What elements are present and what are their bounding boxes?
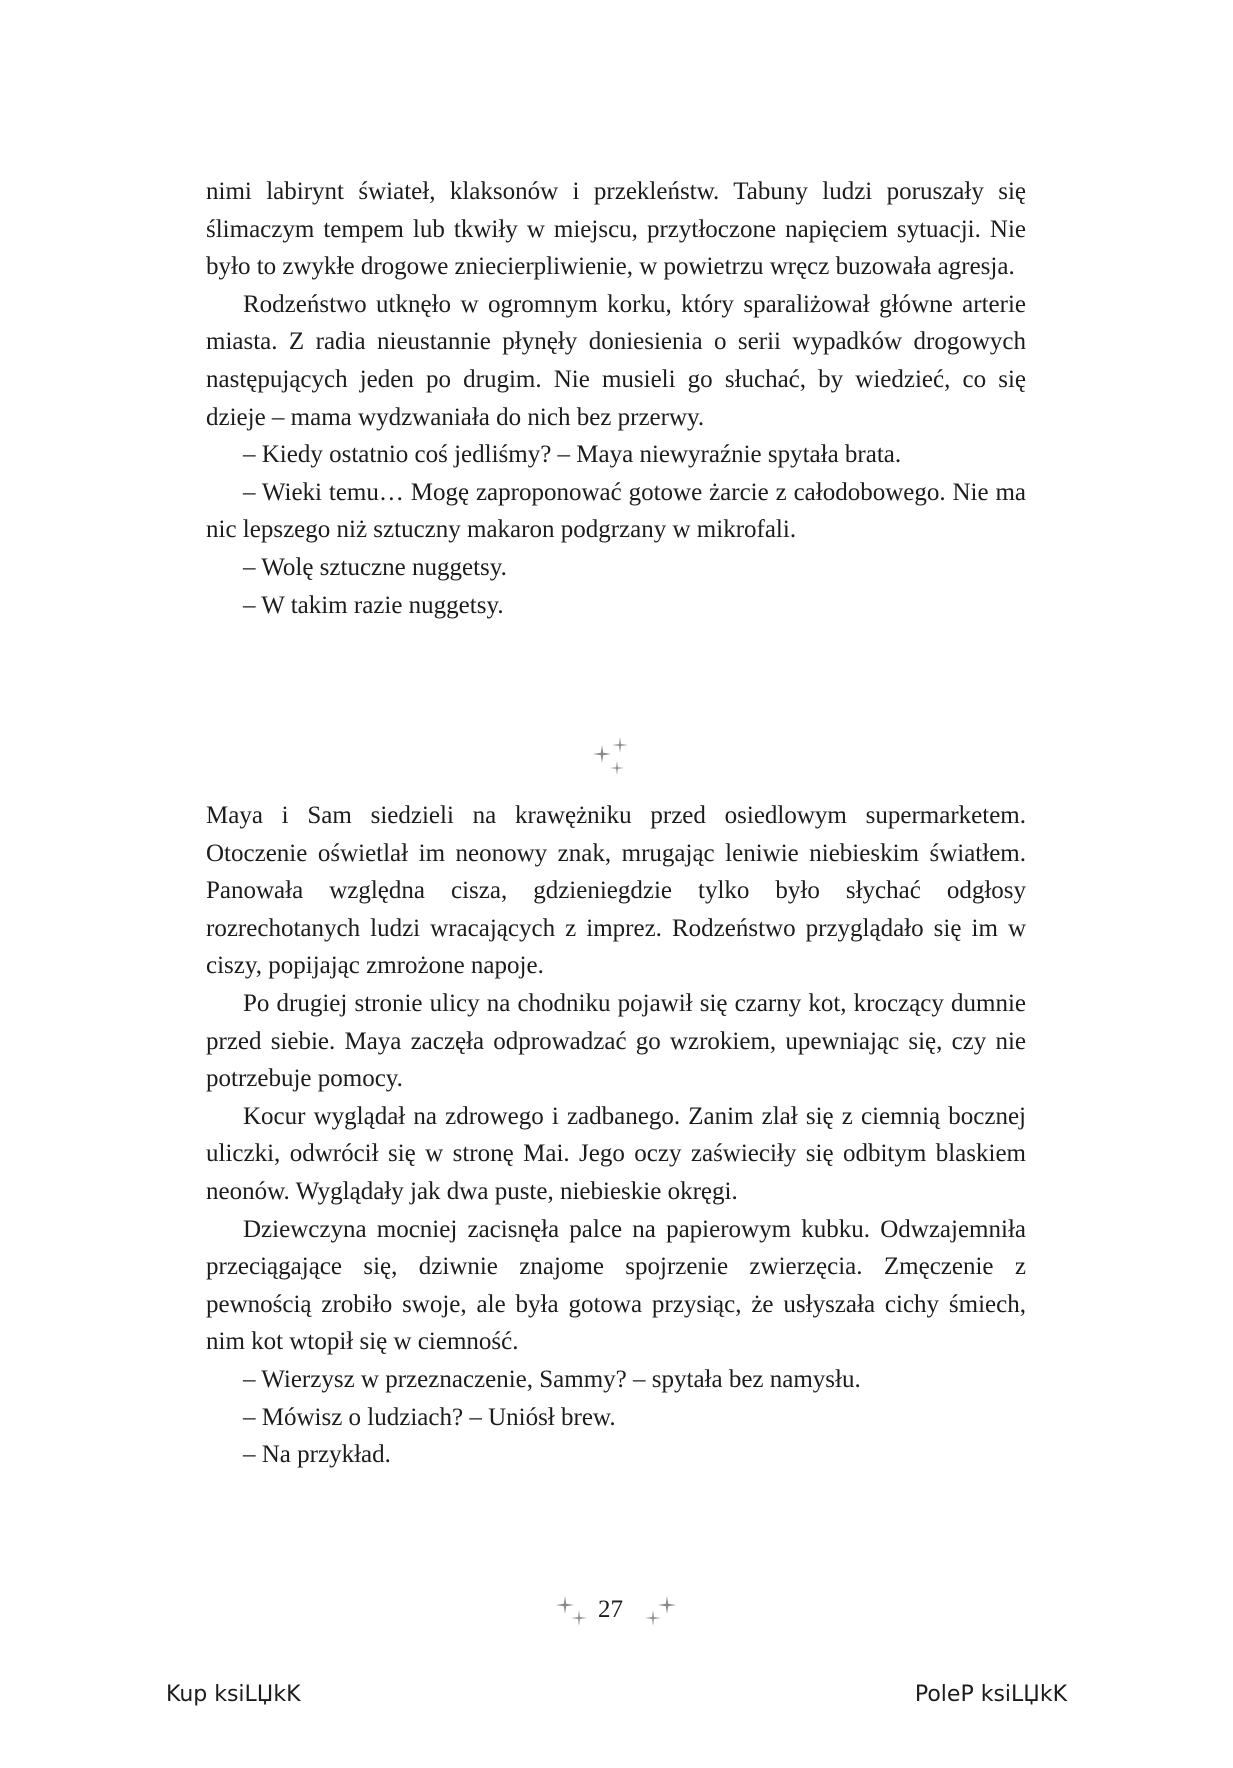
paragraph: – W takim razie nuggetsy. bbox=[243, 591, 504, 619]
paragraph: Dziewczyna mocniej zacisnęła palce na papierowym kubku. Odwzajemniła przeciągające się, dziwnie znajome spojrzenie zwierzęcia. Zmęczenie z pewnością zrobiło swoje, ale była gotowa przysiąc, że usłyszała cichy śmiech, nim kot wtopił się w ciemność. bbox=[206, 1215, 1026, 1356]
paragraph: Maya i Sam siedzieli na krawężniku przed osiedlowym supermarketem. Otoczenie oświetlał im neonowy znak, mrugając leniwie niebieskim światłem. Panowała względna cisza, gdzieniegdzie tylko było słychać odgłosy rozrechotanych ludzi wracających z imprez. Rodzeństwo przyglądało się im w ciszy, popijając zmrożone napoje. bbox=[206, 802, 1026, 980]
page-number: 27 bbox=[598, 1596, 623, 1623]
paragraph: – Wierzysz w przeznaczenie, Sammy? – spytała bez namysłu. bbox=[243, 1365, 861, 1393]
sparkle-left-icon bbox=[555, 1590, 591, 1632]
buy-book-link[interactable]: Kup ksiLЏkK bbox=[166, 1682, 301, 1707]
body-text-top bbox=[206, 173, 1026, 624]
paragraph: Rodzeństwo utknęło w ogromnym korku, który sparaliżował główne arterie miasta. Z radia nieustannie płynęły doniesienia o serii wypadków drogowych następujących jeden po drugim. Nie musieli go słuchać, by wiedzieć, co się dzieje – mama wydzwaniała do nich bez przerwy. bbox=[206, 290, 1026, 431]
paragraph: – Mówisz o ludziach? – Uniósł brew. bbox=[243, 1403, 616, 1431]
paragraph: nimi labirynt świateł, klaksonów i przekleństw. Tabuny ludzi poruszały się ślimaczym tempem lub tkwiły w miejscu, przytłoczone napięciem sytuacji. Nie było to zwykłe drogowe zniecierpliwienie, w powietrzu wręcz buzowała agresja. bbox=[206, 178, 1026, 281]
paragraph: – Kiedy ostatnio coś jedliśmy? – Maya niewyraźnie spytała brata. bbox=[243, 441, 902, 469]
paragraph: Po drugiej stronie ulicy na chodniku pojawił się czarny kot, kroczący dumnie przed siebie. Maya zaczęła odprowadzać go wzrokiem, upewniając się, czy nie potrzebuje pomocy. bbox=[206, 989, 1026, 1093]
sparkle-right-icon bbox=[641, 1590, 677, 1632]
paragraph: Kocur wyglądał na zdrowego i zadbanego. Zanim zlał się z ciemnią bocznej uliczki, odwrócił się w stronę Mai. Jego oczy zaświeciły się odbitym blaskiem neonów. Wyglądały jak dwa puste, niebieskie okręgi. bbox=[206, 1102, 1026, 1205]
body-text-bottom bbox=[206, 797, 1026, 1474]
recommend-book-link[interactable]: PoleP ksiLЏkK bbox=[914, 1682, 1067, 1707]
paragraph: – Wolę sztuczne nuggetsy. bbox=[243, 553, 507, 581]
page-folio bbox=[0, 1586, 1233, 1636]
paragraph: – Wieki temu… Mogę zaproponować gotowe żarcie z całodobowego. Nie ma nic lepszego niż sztuczny makaron podgrzany w mikrofali. bbox=[206, 478, 1026, 544]
paragraph: – Na przykład. bbox=[243, 1441, 391, 1469]
sparkle-separator-icon bbox=[590, 735, 634, 779]
